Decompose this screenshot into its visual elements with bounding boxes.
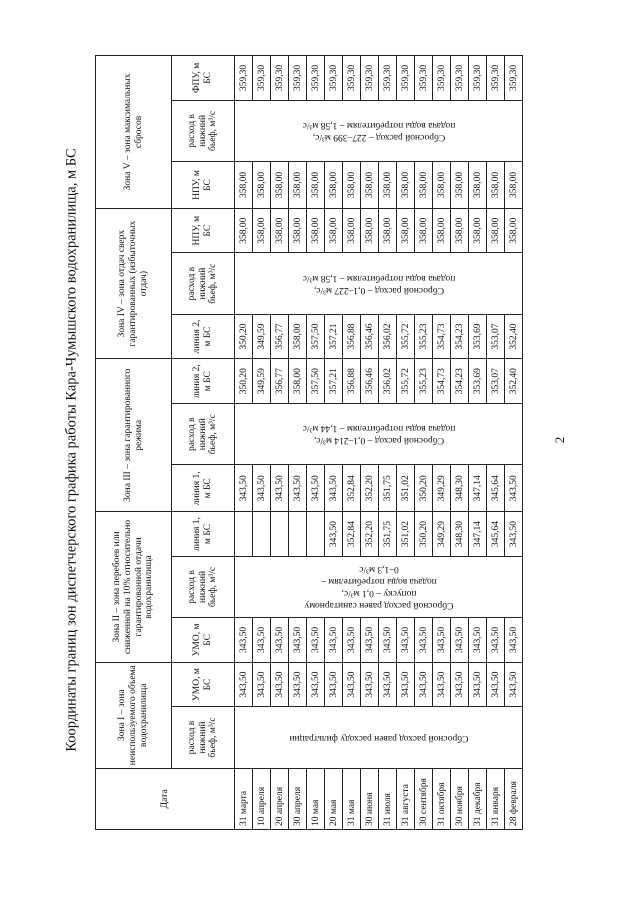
zone4-line2-cell: 352,40 <box>505 314 523 359</box>
zone4-npu-cell: 358,00 <box>235 208 253 253</box>
zones-table <box>95 55 523 830</box>
zone2-umo-cell: 343,50 <box>397 618 415 663</box>
zone4-line2-cell: 358,00 <box>289 314 307 359</box>
zone5-npu-cell: 358,00 <box>361 162 379 209</box>
zone3-line2-cell: 355,72 <box>397 359 415 404</box>
zone2-umo-cell: 343,50 <box>289 618 307 663</box>
zone5-npu-cell: 358,00 <box>433 162 451 209</box>
zone1-umo-cell: 343,50 <box>361 662 379 707</box>
zone2-line1-cell: 345,64 <box>487 512 505 557</box>
zone3-line1-cell: 343,50 <box>253 465 271 512</box>
zone2-line1-cell <box>253 512 271 557</box>
zone3-line2-cell: 354,23 <box>451 359 469 404</box>
date-cell: 31 октября <box>433 768 451 829</box>
zone3-line1-cell: 351,75 <box>379 465 397 512</box>
zone2-line1-cell: 349,29 <box>433 512 451 557</box>
zone2-umo-cell: 343,50 <box>235 618 253 663</box>
zone3-line1-cell: 343,50 <box>505 465 523 512</box>
zone2-umo-cell: 343,50 <box>433 618 451 663</box>
zone4-npu-cell: 358,00 <box>469 208 487 253</box>
zone3-line2-cell: 355,23 <box>415 359 433 404</box>
zone2-note-line: Сбросной расход равен санитарному <box>303 599 454 610</box>
zone2-note <box>235 556 523 617</box>
date-header: Дата <box>96 768 235 829</box>
zone5-npu-cell: 358,00 <box>307 162 325 209</box>
zone4-line2-cell: 353,69 <box>469 314 487 359</box>
zone1-umo-cell: 343,50 <box>415 662 433 707</box>
zone5-fpu-cell: 359,30 <box>451 56 469 101</box>
zone3-header: Зона III – зона гарантированного режима <box>96 359 172 512</box>
zone4-line2-header: линия 2, м БС <box>172 314 235 359</box>
zone2-line1-cell: 347,14 <box>469 512 487 557</box>
zone2-line1-cell <box>307 512 325 557</box>
zone5-npu-cell: 358,00 <box>253 162 271 209</box>
zone2-line1-cell: 348,30 <box>451 512 469 557</box>
zone2-umo-cell: 343,50 <box>505 618 523 663</box>
zone3-line2-cell: 356,88 <box>343 359 361 404</box>
zone3-note-line: Сбросной расход – 0,1–214 м³/с, <box>313 435 444 446</box>
zone5-npu-cell: 358,00 <box>487 162 505 209</box>
zone2-umo-cell: 343,50 <box>253 618 271 663</box>
zone5-npu-cell: 358,00 <box>469 162 487 209</box>
zone4-npu-header: НПУ, м БС <box>172 208 235 253</box>
zone5-fpu-cell: 359,30 <box>343 56 361 101</box>
zone3-note <box>235 404 523 465</box>
zone3-flow-header: расход в нижний бьеф, м³/с <box>172 404 235 465</box>
zone1-umo-cell: 343,50 <box>325 662 343 707</box>
zone3-line2-cell: 350,20 <box>235 359 253 404</box>
zone5-npu-cell: 358,00 <box>325 162 343 209</box>
zone5-npu-cell: 358,00 <box>505 162 523 209</box>
date-cell: 31 марта <box>235 768 253 829</box>
zone3-line2-cell: 358,00 <box>289 359 307 404</box>
zone2-line1-cell: 343,50 <box>505 512 523 557</box>
zone1-umo-cell: 343,50 <box>307 662 325 707</box>
zone5-npu-cell: 358,00 <box>379 162 397 209</box>
zone4-npu-cell: 358,00 <box>397 208 415 253</box>
zone4-line2-cell: 354,73 <box>433 314 451 359</box>
zone3-note-text <box>302 422 455 446</box>
date-cell: 10 мая <box>307 768 325 829</box>
zone4-npu-cell: 358,00 <box>343 208 361 253</box>
zone3-line1-cell: 345,64 <box>487 465 505 512</box>
zone5-npu-header: НПУ, м БС <box>172 162 235 209</box>
table-body <box>235 56 523 830</box>
zone5-npu-cell: 358,00 <box>271 162 289 209</box>
date-cell: 10 апреля <box>253 768 271 829</box>
zone5-fpu-header: ФПУ, м БС <box>172 56 235 101</box>
zone2-line1-cell: 352,84 <box>343 512 361 557</box>
zone4-line2-cell: 356,88 <box>343 314 361 359</box>
zone4-line2-cell: 350,20 <box>235 314 253 359</box>
zone2-note-line: 0–1,3 м³/с <box>358 563 399 574</box>
zone1-umo-cell: 343,50 <box>505 662 523 707</box>
rotated-table-wrapper <box>95 55 519 830</box>
zone2-note-line: попуску – 0,1 м³/с, <box>341 587 416 598</box>
zone4-line2-cell: 357,21 <box>325 314 343 359</box>
zone4-line2-cell: 353,07 <box>487 314 505 359</box>
zone4-flow-header: расход в нижний бьеф, м³/с <box>172 253 235 314</box>
zone2-umo-cell: 343,50 <box>415 618 433 663</box>
zone-header-row <box>96 56 172 830</box>
zone4-header: Зона IV – зона отдач сверх гарантированных (избыточных отдач) <box>96 208 172 359</box>
zone2-note-text <box>304 563 453 611</box>
zone2-umo-cell: 343,50 <box>343 618 361 663</box>
zone2-line1-cell: 351,02 <box>397 512 415 557</box>
zone1-flow-header: расход в нижний бьеф, м³/с <box>172 707 235 768</box>
zone5-note-line: подача воды потребителям – 1,58 м³/с <box>302 119 455 130</box>
zone3-line1-cell: 352,20 <box>361 465 379 512</box>
zone2-note-line: подача воды потребителям – <box>320 575 437 586</box>
page-title: Координаты границ зон диспетчерского графика работы Кара-Чумышского водохранилища, м БС <box>63 148 80 752</box>
zone5-fpu-cell: 359,30 <box>487 56 505 101</box>
zone5-fpu-cell: 359,30 <box>361 56 379 101</box>
date-cell: 20 апреля <box>271 768 289 829</box>
date-cell: 30 сентября <box>415 768 433 829</box>
zone3-line1-cell: 343,50 <box>325 465 343 512</box>
zone4-note-line: Сбросной расход – 0,1–227 м³/с, <box>313 284 444 295</box>
zone2-line1-cell: 343,50 <box>325 512 343 557</box>
zone1-header: Зона I – зона неиспользуемого объема водохранилища <box>96 662 172 768</box>
zone5-fpu-cell: 359,30 <box>253 56 271 101</box>
zone3-line2-cell: 357,50 <box>307 359 325 404</box>
zone4-line2-cell: 356,46 <box>361 314 379 359</box>
zone5-fpu-cell: 359,30 <box>433 56 451 101</box>
zone2-umo-cell: 343,50 <box>271 618 289 663</box>
zone3-line1-cell: 352,84 <box>343 465 361 512</box>
zone2-umo-cell: 343,50 <box>307 618 325 663</box>
date-cell: 30 ноября <box>451 768 469 829</box>
zone3-line1-cell: 350,20 <box>415 465 433 512</box>
date-cell: 31 мая <box>343 768 361 829</box>
zone4-npu-cell: 358,00 <box>433 208 451 253</box>
zone3-line1-header: линия 1, м БС <box>172 465 235 512</box>
zone1-umo-cell: 343,50 <box>433 662 451 707</box>
zone4-note-line: подача воды потребителям – 1,58 м³/с <box>302 272 455 283</box>
table-row <box>235 56 253 830</box>
zone1-umo-cell: 343,50 <box>397 662 415 707</box>
zone5-npu-cell: 358,00 <box>289 162 307 209</box>
zone3-line1-cell: 343,50 <box>307 465 325 512</box>
zone2-line1-cell <box>271 512 289 557</box>
zone2-line1-cell <box>235 512 253 557</box>
zone3-line1-cell: 343,50 <box>271 465 289 512</box>
zone3-line1-cell: 347,14 <box>469 465 487 512</box>
zone4-npu-cell: 358,00 <box>361 208 379 253</box>
zone1-umo-cell: 343,50 <box>487 662 505 707</box>
zone5-fpu-cell: 359,30 <box>271 56 289 101</box>
zone4-line2-cell: 356,77 <box>271 314 289 359</box>
zone2-header: Зона II – зона перебоев или сниженной на 10% относительно гарантированной отдачи водохранилища <box>96 512 172 663</box>
zone1-umo-header: УМО, м БС <box>172 662 235 707</box>
zone4-line2-cell: 354,23 <box>451 314 469 359</box>
zone3-line2-cell: 349,59 <box>253 359 271 404</box>
zone4-line2-cell: 355,72 <box>397 314 415 359</box>
zone5-fpu-cell: 359,30 <box>469 56 487 101</box>
zone1-umo-cell: 343,50 <box>271 662 289 707</box>
sub-header-row <box>172 56 235 830</box>
zone3-line1-cell: 349,29 <box>433 465 451 512</box>
date-cell: 20 мая <box>325 768 343 829</box>
zone2-line1-cell: 352,20 <box>361 512 379 557</box>
zone3-line2-header: линия 2, м БС <box>172 359 235 404</box>
zone1-umo-cell: 343,50 <box>469 662 487 707</box>
zone4-npu-cell: 358,00 <box>271 208 289 253</box>
zone5-note-text <box>302 119 455 143</box>
zone4-line2-cell: 357,50 <box>307 314 325 359</box>
zone4-line2-cell: 356,02 <box>379 314 397 359</box>
zone5-note-line: Сбросной расход – 227–399 м³/с, <box>312 131 445 142</box>
zone2-line1-cell: 350,20 <box>415 512 433 557</box>
zone4-note-text <box>302 272 455 296</box>
zone5-note <box>235 100 523 161</box>
zone5-fpu-cell: 359,30 <box>235 56 253 101</box>
zone3-line2-cell: 356,46 <box>361 359 379 404</box>
zone4-npu-cell: 358,00 <box>379 208 397 253</box>
date-cell: 31 декабря <box>469 768 487 829</box>
zone2-umo-cell: 343,50 <box>469 618 487 663</box>
zone3-note-line: подача воды потребителям – 1,44 м³/с <box>302 423 455 434</box>
zone2-umo-cell: 343,50 <box>379 618 397 663</box>
zone3-line1-cell: 348,30 <box>451 465 469 512</box>
zone5-flow-header: расход в нижний бьеф, м³/с <box>172 100 235 161</box>
zone2-flow-header: расход в нижний бьеф, м³/с <box>172 556 235 617</box>
zone3-line2-cell: 357,21 <box>325 359 343 404</box>
zone4-npu-cell: 358,00 <box>505 208 523 253</box>
zone2-umo-header: УМО, м БС <box>172 618 235 663</box>
zone2-line1-cell: 351,75 <box>379 512 397 557</box>
zone4-line2-cell: 349,59 <box>253 314 271 359</box>
zone5-fpu-cell: 359,30 <box>379 56 397 101</box>
zone1-umo-cell: 343,50 <box>253 662 271 707</box>
zone1-note-line: Сбросной расход равен расходу фильтрации <box>288 732 469 743</box>
zone3-line2-cell: 353,69 <box>469 359 487 404</box>
zone4-npu-cell: 358,00 <box>253 208 271 253</box>
date-cell: 30 апреля <box>289 768 307 829</box>
zone2-umo-cell: 343,50 <box>487 618 505 663</box>
zone3-line2-cell: 352,40 <box>505 359 523 404</box>
zone3-line1-cell: 343,50 <box>235 465 253 512</box>
date-cell: 30 июня <box>361 768 379 829</box>
zone1-umo-cell: 343,50 <box>343 662 361 707</box>
zone3-line2-cell: 354,73 <box>433 359 451 404</box>
zone3-line1-cell: 351,02 <box>397 465 415 512</box>
zone5-header: Зона V – зона максимальных сбросов <box>96 56 172 209</box>
zone1-note-text <box>289 732 468 744</box>
zone5-fpu-cell: 359,30 <box>505 56 523 101</box>
zone4-npu-cell: 358,00 <box>289 208 307 253</box>
zone4-npu-cell: 358,00 <box>307 208 325 253</box>
zone4-npu-cell: 358,00 <box>451 208 469 253</box>
zone4-npu-cell: 358,00 <box>487 208 505 253</box>
zone1-umo-cell: 343,50 <box>379 662 397 707</box>
zone4-npu-cell: 358,00 <box>325 208 343 253</box>
zone1-umo-cell: 343,50 <box>289 662 307 707</box>
zone2-umo-cell: 343,50 <box>361 618 379 663</box>
zone1-umo-cell: 343,50 <box>235 662 253 707</box>
page-number: 2 <box>552 436 567 444</box>
zone5-npu-cell: 358,00 <box>451 162 469 209</box>
zone5-npu-cell: 358,00 <box>343 162 361 209</box>
date-cell: 31 августа <box>397 768 415 829</box>
zone4-npu-cell: 358,00 <box>415 208 433 253</box>
zone5-fpu-cell: 359,30 <box>325 56 343 101</box>
zone5-fpu-cell: 359,30 <box>415 56 433 101</box>
date-cell: 31 июля <box>379 768 397 829</box>
zone3-line2-cell: 353,07 <box>487 359 505 404</box>
date-cell: 28 февраля <box>505 768 523 829</box>
zone5-fpu-cell: 359,30 <box>307 56 325 101</box>
zone3-line1-cell: 343,50 <box>289 465 307 512</box>
zone5-npu-cell: 358,00 <box>415 162 433 209</box>
zone3-line2-cell: 356,02 <box>379 359 397 404</box>
zone2-umo-cell: 343,50 <box>325 618 343 663</box>
date-cell: 31 января <box>487 768 505 829</box>
zone5-npu-cell: 358,00 <box>397 162 415 209</box>
zone5-fpu-cell: 359,30 <box>289 56 307 101</box>
zone2-line1-cell <box>289 512 307 557</box>
zone3-line2-cell: 356,77 <box>271 359 289 404</box>
zone4-line2-cell: 355,23 <box>415 314 433 359</box>
zone4-note <box>235 253 523 314</box>
zone1-umo-cell: 343,50 <box>451 662 469 707</box>
zone2-umo-cell: 343,50 <box>451 618 469 663</box>
zone5-fpu-cell: 359,30 <box>397 56 415 101</box>
zone1-note <box>235 707 523 768</box>
zone5-npu-cell: 358,00 <box>235 162 253 209</box>
zone2-line1-header: линия 1, м БС <box>172 512 235 557</box>
